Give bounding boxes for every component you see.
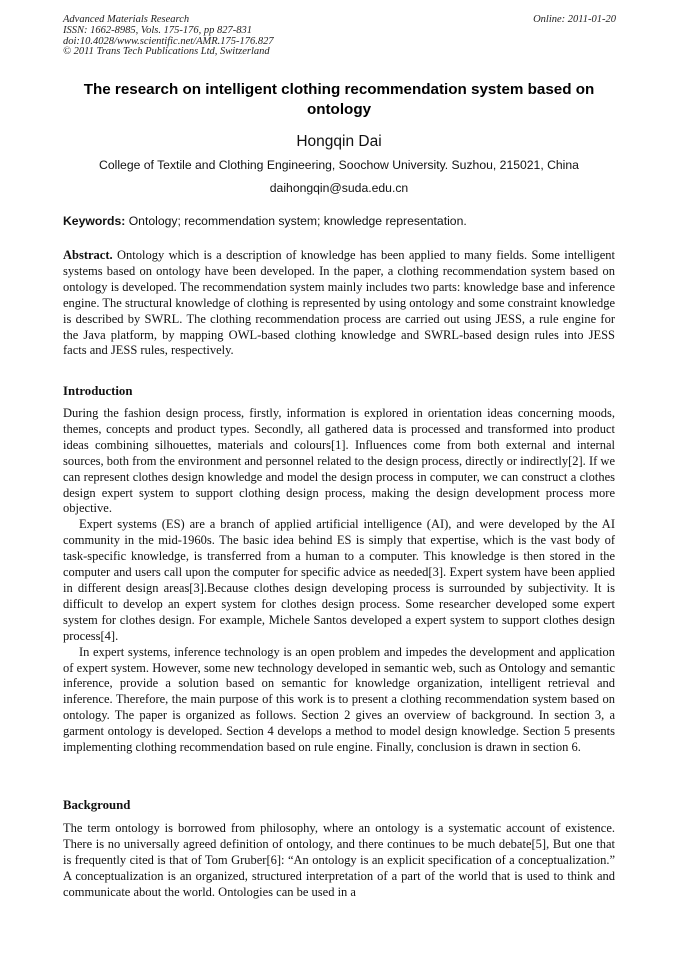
keywords-text: Ontology; recommendation system; knowledge representation.: [125, 214, 467, 228]
section-background-body: [63, 821, 615, 901]
copyright-line: © 2011 Trans Tech Publications Ltd, Switzerland: [63, 46, 270, 58]
section-introduction-body: [63, 406, 615, 756]
section-heading-introduction: Introduction: [63, 384, 133, 398]
author-name: Hongqin Dai: [296, 133, 382, 150]
doi-line: doi:10.4028/www.scientific.net/AMR.175-176.827: [63, 35, 274, 47]
author-email[interactable]: daihongqin@suda.edu.cn: [269, 181, 409, 195]
keywords-label: Keywords:: [63, 214, 126, 228]
paragraph: Expert systems (ES) are a branch of applied artificial intelligence (AI), and were developed by the AI community in the mid-1960s. The basic idea behind ES is simply that expertise, which is the vast body of task-specific knowledge, is transferred from a human to a computer. This knowledge is then stored in the computer and users call upon the computer for specific advice as needed[3]. Expert system have been applied in different design areas[3].Because clothes design developing process is surrounded by subjectivity. It is difficult to develop an expert system for clothes design process. Some researcher developed some expert system for clothes design. For example, Michele Santos developed a expert system to support clothes design process[4].: [63, 517, 615, 643]
abstract-block: [63, 248, 615, 359]
paragraph: During the fashion design process, firstly, information is explored in orientation ideas concerning moods, themes, concepts and product types. Secondly, all gathered data is processed and transformed into product ideas combining silhouettes, materials and colours[1]. Influences come from both external and internal sources, both from the environment and personnel related to the design process, directly or indirectly[2]. If we can represent clothes design knowledge and model the design process in computer, we can construct a clothes design expert system to support clothing design process, making the design development process more objective.: [63, 406, 615, 516]
author-affiliation: College of Textile and Clothing Engineering, Soochow University. Suzhou, 215021, China: [99, 158, 579, 172]
journal-name: Advanced Materials Research: [63, 14, 190, 25]
paragraph: In expert systems, inference technology is an open problem and impedes the development and application of expert system. However, some new technology developed in semantic web, such as Ontology and semantic inference, provide a solution based on semantic for knowledge organization, intelligent retrieval and inference. Therefore, the main purpose of this work is to present a clothing recommendation system based on ontology. The paper is organized as follows. Section 2 gives an overview of background. In section 3, a garment ontology is developed. Section 4 develops a method to model design knowledge. Section 5 presents implementing clothing recommendation based on rule engine. Finally, conclusion is drawn in section 6.: [63, 644, 615, 755]
section-heading-background: Background: [63, 798, 131, 812]
paper-title: The research on intelligent clothing recommendation system based on ontology: [83, 81, 595, 118]
keywords-block: [63, 213, 623, 229]
abstract-text: Ontology which is a description of knowledge has been applied to many fields. Some intelligent systems based on ontology have been developed. In the paper, a clothing recommendation system based on ontology is developed. The recommendation system mainly includes two parts: knowledge base and inference engine. The structural knowledge of clothing is represented by using ontology and some constraint knowledge is described by SWRL. The clothing recommendation process are carried out using JESS, a rule engine for the Java platform, by mapping OWL-based clothing knowledge and SWRL-based design rules into JESS facts and JESS rules, respectively.: [63, 248, 615, 358]
paragraph: The term ontology is borrowed from philosophy, where an ontology is a systematic account of existence. There is no universally agreed definition of ontology, and there continues to be much debate[5], But one that is frequently cited is that of Tom Gruber[6]: “An ontology is an explicit specification of a conceptualization.” A conceptualization is an organized, structured interpretation of a part of the world that is used to think and communicate about the world. Ontologies can be used in a: [63, 821, 615, 899]
issn-line: ISSN: 1662-8985, Vols. 175-176, pp 827-831: [63, 24, 252, 36]
publication-info: [63, 15, 483, 58]
online-date: Online: 2011-01-20: [533, 14, 616, 25]
abstract-label: Abstract.: [63, 248, 113, 262]
